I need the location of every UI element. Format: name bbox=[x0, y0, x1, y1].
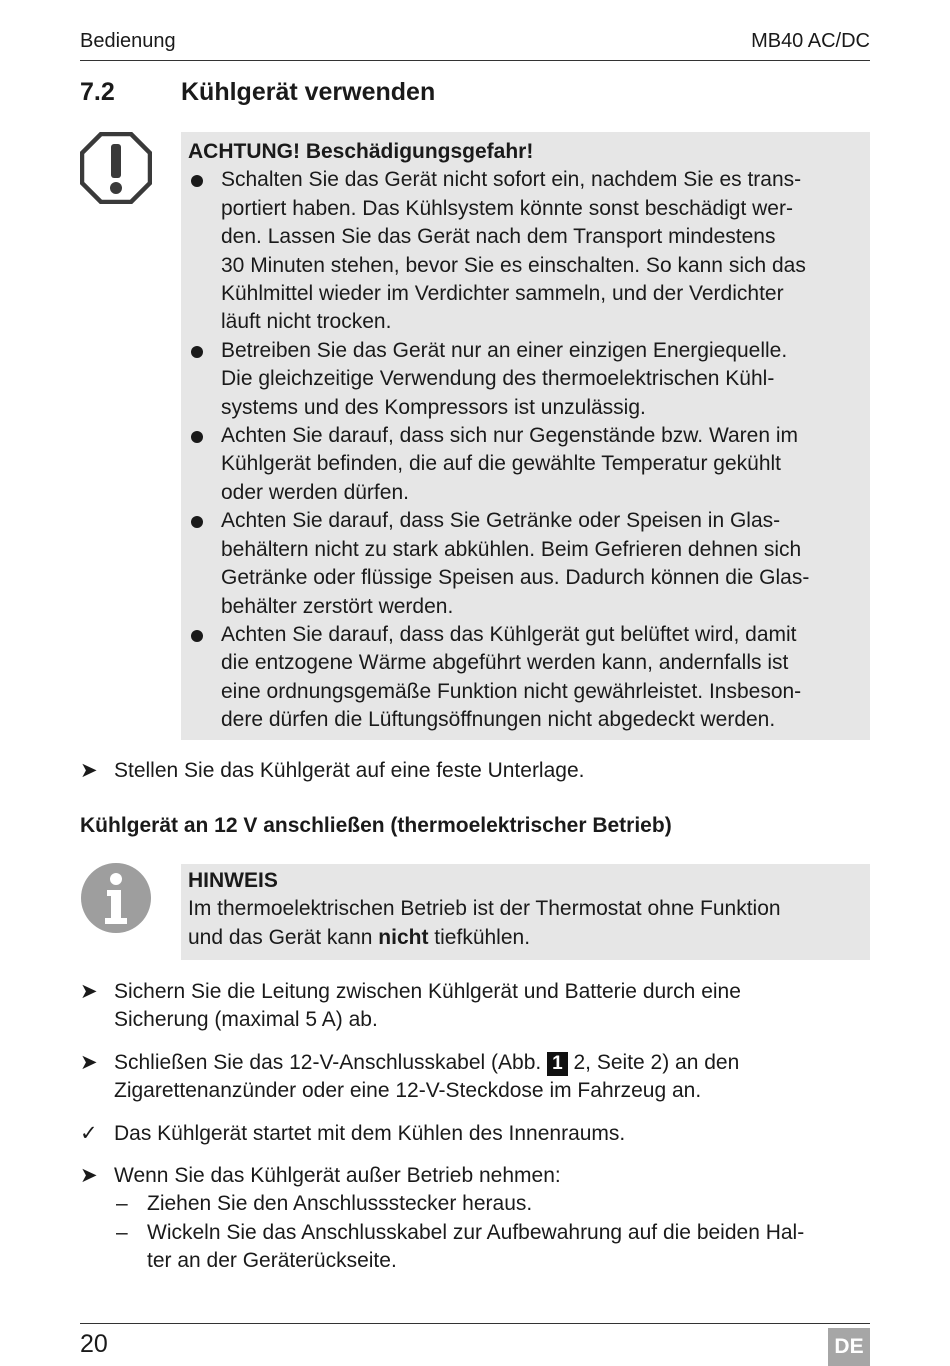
warning-line: Betreiben Sie das Gerät nur an einer einzigen Energiequelle. bbox=[221, 338, 788, 362]
step-text: Wenn Sie das Kühlgerät außer Betrieb nehmen: bbox=[114, 1164, 561, 1187]
step-text-part: 2, Seite 2) an den bbox=[567, 1051, 740, 1074]
note-emphasis: nicht bbox=[378, 925, 429, 949]
warning-line: eine ordnungsgemäße Funktion nicht gewährleistet. Insbeson- bbox=[221, 679, 802, 703]
sub-step bbox=[114, 1219, 870, 1276]
sub-step-list bbox=[114, 1190, 870, 1275]
warning-item bbox=[188, 621, 862, 735]
warning-list bbox=[188, 166, 862, 734]
section-title: Kühlgerät verwenden bbox=[181, 78, 436, 106]
dash-marker: – bbox=[116, 1192, 128, 1216]
bullet-dot bbox=[191, 346, 203, 358]
header-model: MB40 AC/DC bbox=[751, 30, 870, 52]
note-box bbox=[181, 864, 870, 960]
warning-line: systems und des Kompressors ist unzulässig. bbox=[221, 395, 646, 419]
sub-step-text: ter an der Geräterückseite. bbox=[147, 1249, 397, 1273]
warning-line: portiert haben. Das Kühlsystem könnte sonst beschädigt wer- bbox=[221, 196, 793, 220]
warning-item bbox=[188, 422, 862, 507]
bullet-dot bbox=[191, 431, 203, 443]
sub-step-text: Ziehen Sie den Anschlussstecker heraus. bbox=[147, 1192, 533, 1216]
arrow-icon: ➤ bbox=[80, 1164, 98, 1187]
warning-line: Schalten Sie das Gerät nicht sofort ein, nachdem Sie es trans- bbox=[221, 168, 802, 192]
figure-reference-badge: 1 bbox=[547, 1052, 568, 1076]
step-text: Stellen Sie das Kühlgerät auf eine feste Unterlage. bbox=[114, 759, 585, 782]
note-line bbox=[188, 924, 862, 952]
note-text: und das Gerät kann bbox=[188, 925, 379, 949]
arrow-icon: ➤ bbox=[80, 1051, 98, 1074]
checkmark-icon: ✓ bbox=[80, 1122, 98, 1145]
warning-line: Achten Sie darauf, dass das Kühlgerät gut belüftet wird, damit bbox=[221, 622, 797, 646]
warning-line: die entzogene Wärme abgeführt werden kann, andernfalls ist bbox=[221, 651, 789, 675]
note-text: tiefkühlen. bbox=[428, 925, 531, 949]
arrow-icon: ➤ bbox=[80, 759, 98, 782]
header-chapter: Bedienung bbox=[80, 30, 176, 52]
arrow-icon: ➤ bbox=[80, 980, 98, 1003]
warning-line: behälter zerstört werden. bbox=[221, 594, 454, 618]
warning-line: Kühlmittel wieder im Verdichter sammeln, und der Verdichter bbox=[221, 282, 784, 306]
warning-line: Achten Sie darauf, dass sich nur Gegenstände bzw. Waren im bbox=[221, 424, 799, 448]
warning-item bbox=[188, 507, 862, 621]
step-text: Sicherung (maximal 5 A) ab. bbox=[114, 1008, 378, 1032]
warning-octagon-icon bbox=[80, 132, 152, 204]
page-header bbox=[80, 28, 870, 61]
warning-line: Getränke oder flüssige Speisen aus. Dadurch können die Glas- bbox=[221, 566, 810, 590]
warning-item bbox=[188, 337, 862, 422]
manual-page bbox=[80, 0, 870, 1365]
page-number: 20 bbox=[80, 1330, 108, 1358]
sub-step-text: Wickeln Sie das Anschlusskabel zur Aufbewahrung auf die beiden Hal- bbox=[147, 1220, 805, 1244]
step-text: Sichern Sie die Leitung zwischen Kühlgerät und Batterie durch eine bbox=[114, 980, 741, 1003]
result-text: Das Kühlgerät startet mit dem Kühlen des Innenraums. bbox=[114, 1122, 626, 1145]
warning-title: ACHTUNG! Beschädigungsgefahr! bbox=[188, 140, 534, 163]
bullet-dot bbox=[191, 630, 203, 642]
warning-line: oder werden dürfen. bbox=[221, 480, 409, 504]
step-text: Zigarettenanzünder oder eine 12-V-Steckdose im Fahrzeug an. bbox=[114, 1079, 702, 1103]
bullet-dot bbox=[191, 516, 203, 528]
sub-step bbox=[114, 1190, 870, 1218]
warning-line: den. Lassen Sie das Gerät nach dem Transport mindestens bbox=[221, 225, 776, 249]
instruction-step bbox=[80, 1049, 870, 1106]
warning-line: läuft nicht trocken. bbox=[221, 310, 392, 334]
step-text bbox=[114, 1049, 870, 1077]
section-number: 7.2 bbox=[80, 78, 115, 106]
language-badge: DE bbox=[828, 1328, 870, 1366]
warning-line: 30 Minuten stehen, bevor Sie es einschalten. So kann sich das bbox=[221, 253, 806, 277]
step-text-part: Schließen Sie das 12-V-Anschlusskabel (Abb. bbox=[114, 1051, 548, 1074]
note-title: HINWEIS bbox=[188, 869, 278, 892]
dash-marker: – bbox=[116, 1220, 128, 1244]
info-icon bbox=[80, 862, 152, 934]
warning-line: Achten Sie darauf, dass Sie Getränke oder Speisen in Glas- bbox=[221, 509, 781, 533]
warning-item bbox=[188, 166, 862, 336]
warning-line: Die gleichzeitige Verwendung des thermoelektrischen Kühl- bbox=[221, 367, 775, 391]
instruction-step bbox=[80, 1162, 870, 1276]
warning-line: behältern nicht zu stark abkühlen. Beim Gefrieren dehnen sich bbox=[221, 537, 802, 561]
instruction-step bbox=[80, 757, 870, 785]
subheading: Kühlgerät an 12 V anschließen (thermoelektrischer Betrieb) bbox=[80, 814, 672, 837]
result-step bbox=[80, 1120, 870, 1148]
warning-box bbox=[181, 132, 870, 740]
page-footer bbox=[80, 1323, 870, 1366]
warning-line: dere dürfen die Lüftungsöffnungen nicht abgedeckt werden. bbox=[221, 708, 776, 732]
bullet-dot bbox=[191, 175, 203, 187]
warning-line: Kühlgerät befinden, die auf die gewählte Temperatur gekühlt bbox=[221, 452, 781, 476]
instruction-step bbox=[80, 978, 870, 1035]
note-line: Im thermoelektrischen Betrieb ist der Thermostat ohne Funktion bbox=[188, 897, 781, 921]
